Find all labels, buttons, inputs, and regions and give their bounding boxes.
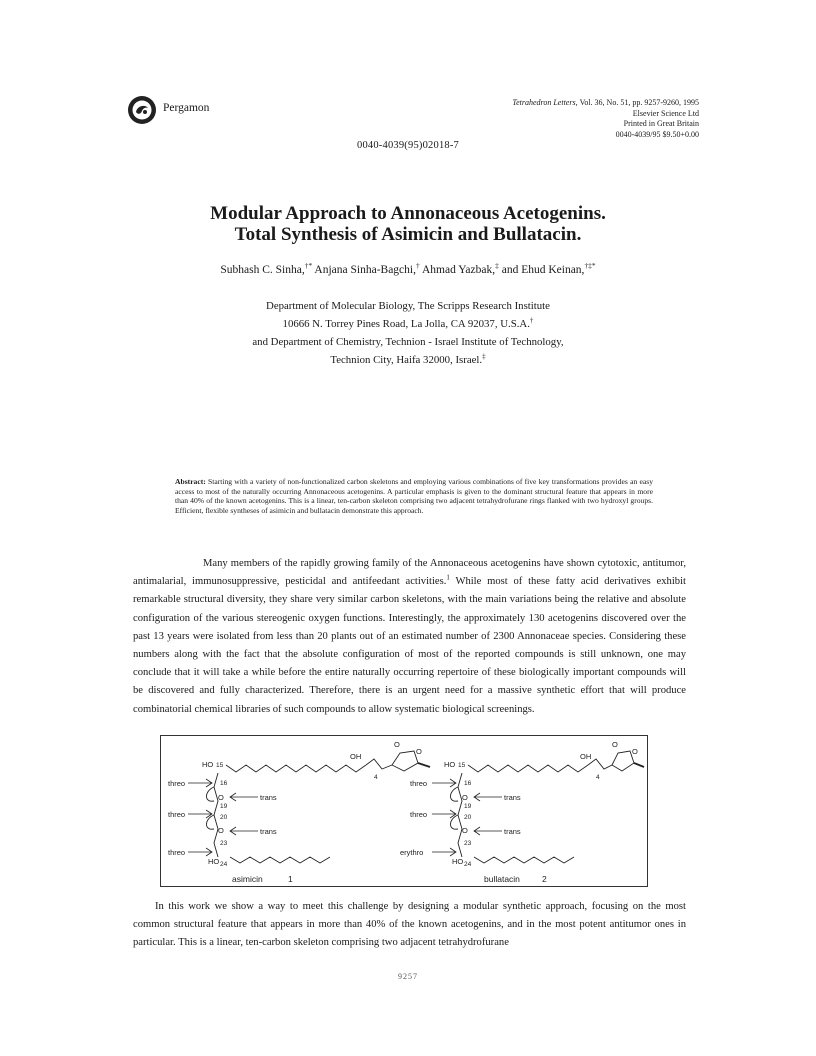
bullatacin-lactone-o: O [612, 740, 618, 749]
author-3-mark: ‡ [495, 261, 499, 271]
affiliation-line-1: Department of Molecular Biology, The Scripps Research Institute [266, 300, 550, 312]
body-paragraph-2 [133, 898, 686, 953]
affiliations [0, 297, 816, 369]
asimicin-o2: O [218, 826, 224, 835]
asimicin-name: asimicin [232, 874, 263, 884]
reference-1: 1 [446, 574, 450, 582]
bullatacin-structure [400, 740, 644, 884]
bullatacin-label-bot: erythro [400, 848, 424, 857]
author-4-mark: †‡* [584, 261, 596, 271]
bullatacin-ho24: HO [452, 857, 464, 866]
author-1: Subhash C. Sinha, [220, 264, 305, 276]
asimicin-ho15: HO [202, 760, 214, 769]
article-title [0, 203, 816, 245]
bullatacin-label-top: threo [410, 779, 428, 788]
asimicin-label-mid: threo [168, 810, 186, 819]
publisher-name: Pergamon [163, 102, 210, 114]
asimicin-c24: 24 [220, 861, 228, 868]
affiliation-address-1: 10666 N. Torrey Pines Road, La Jolla, CA 92037, U.S.A. [282, 318, 530, 330]
bullatacin-trans-arrow-2 [474, 827, 502, 835]
bullatacin-arrow-bot [432, 848, 456, 856]
asimicin-label-top: threo [168, 779, 186, 788]
paragraph-2-text: In this work we show a way to meet this challenge by designing a modular synthetic approach, focusing on the most common structural feature that appears in more than 40% of the known acetogenins, and in the most potent antitumor ones in particular. This is a linear, ten-carbon skeleton comprising two adjacent tetrahydrofurane [133, 901, 686, 949]
paragraph-1-rest: While most of these fatty acid derivatives exhibit remarkable structural diversity, they share very similar carbon skeletons, with the main variations being the relative and absolute configuration of the various stereogenic oxygen functions. Interestingly, the approximately 130 acetogenins discovered over the past 13 years were isolated from less than 20 plants out of an estimated number of 2300 Annonaceae species. Considering these numbers along with the fact that the absolute configuration of most of the reported compounds is still unknown, one may conclude that it will take a while before the entire naturally occurring repertoire of these biologically important compounds will be discovered and fully characterized. Therefore, there is an urgent need for a massive synthetic effort that will produce combinatorial chemical libraries of such compounds to allow systematic biological screenings. [133, 576, 686, 715]
bullatacin-trans-arrow-1 [474, 793, 502, 801]
bullatacin-oh: OH [580, 752, 592, 761]
bullatacin-c23: 23 [464, 840, 472, 847]
author-2-mark: † [415, 261, 420, 271]
asimicin-trans-arrow-1 [230, 793, 258, 801]
asimicin-structure [168, 740, 430, 884]
asimicin-thf-spine [214, 773, 218, 857]
bullatacin-arrow-mid [432, 810, 456, 818]
bullatacin-ho15: HO [444, 760, 456, 769]
copyright: Elsevier Science Ltd [632, 108, 699, 118]
bullatacin-c20: 20 [464, 814, 472, 821]
asimicin-ring-o: O [416, 747, 422, 756]
structure-figure [160, 735, 648, 887]
bullatacin-name: bullatacin [484, 874, 520, 884]
asimicin-c4-link [366, 759, 392, 769]
bullatacin-o2: O [462, 826, 468, 835]
author-4: and Ehud Keinan, [498, 264, 585, 276]
asimicin-thf-ring-1 [207, 787, 215, 801]
asimicin-c23: 23 [220, 840, 228, 847]
printed-in: Printed in Great Britain [623, 119, 699, 128]
asimicin-arrow-mid [188, 810, 212, 818]
asimicin-number: 1 [288, 874, 293, 884]
title-line-1: Modular Approach to Annonaceous Acetogenins. [210, 203, 606, 224]
asimicin-lower-chain [230, 857, 330, 863]
asimicin-trans-arrow-2 [230, 827, 258, 835]
asimicin-c4: 4 [374, 774, 378, 781]
bullatacin-c4-link [588, 759, 612, 769]
asimicin-arrow-top [188, 779, 212, 787]
journal-name: Tetrahedron Letters, [512, 98, 578, 107]
figure-border [161, 736, 648, 887]
asimicin-lactone-ring [392, 751, 418, 771]
asimicin-arrow-bot [188, 848, 212, 856]
bullatacin-thf-spine [458, 773, 462, 857]
doi: 0040-4039(95)02018-7 [357, 140, 459, 151]
paragraph-1-text: Many members of the rapidly growing family of the Annonaceous acetogenins have shown cytotoxic, antitumor, antimalarial, immunosuppressive, pesticidal and antifeedant activities. [133, 558, 686, 588]
affiliation-line-3: and Department of Chemistry, Technion - Israel Institute of Technology, [252, 336, 564, 348]
asimicin-trans-1: trans [260, 793, 277, 802]
bullatacin-upper-chain [468, 765, 588, 772]
asimicin-oh: OH [350, 752, 362, 761]
author-1-mark: †* [304, 261, 313, 271]
abstract [175, 477, 653, 515]
page-number: 9257 [398, 972, 418, 981]
bullatacin-trans-1: trans [504, 793, 521, 802]
asimicin-c20: 20 [220, 814, 228, 821]
bullatacin-arrow-top [432, 779, 456, 787]
bullatacin-c19: 19 [464, 803, 472, 810]
asimicin-o1: O [218, 793, 224, 802]
bullatacin-ring-o: O [632, 747, 638, 756]
bullatacin-thf-ring-1 [451, 787, 459, 801]
affiliation-mark-2: ‡ [482, 352, 486, 361]
bullatacin-label-mid: threo [410, 810, 428, 819]
issn-price: 0040-4039/95 $9.50+0.00 [615, 129, 699, 139]
bullatacin-number: 2 [542, 874, 547, 884]
bullatacin-o1: O [462, 793, 468, 802]
affiliation-line-4 [0, 351, 816, 369]
abstract-text: Starting with a variety of non-functionalized carbon skeletons and employing various combinations of five key transformations provides an easy access to most of the naturally occurring Annonaceous acetogenins. A particular emphasis is given to the dominant structural feature that appears in more than 40% of the known acetogenins. This is a linear, ten-carbon skeleton comprising two adjacent tetrahydrofurane rings flanked with two hydroxyl groups. Efficient, flexible syntheses of asimicin and bullatacin demonstrate this approach. [175, 477, 653, 515]
abstract-label: Abstract: [175, 477, 206, 486]
bullatacin-c24: 24 [464, 861, 472, 868]
body-paragraph-1 [133, 555, 686, 719]
bullatacin-c4: 4 [596, 774, 600, 781]
asimicin-upper-chain [226, 765, 366, 772]
affiliation-address-2: Technion City, Haifa 32000, Israel. [330, 354, 483, 366]
bullatacin-lactone-ring [612, 751, 634, 771]
author-2: Anjana Sinha-Bagchi, [312, 264, 416, 276]
pergamon-logo [127, 95, 157, 125]
title-line-2: Total Synthesis of Asimicin and Bullatacin. [234, 224, 582, 245]
asimicin-lactone-o: O [394, 740, 400, 749]
affiliation-line-2 [0, 315, 816, 333]
asimicin-trans-2: trans [260, 827, 277, 836]
bullatacin-lower-chain [474, 857, 574, 863]
author-list [0, 261, 816, 276]
affiliation-mark-1: † [529, 316, 534, 325]
volume-pages: Vol. 36, No. 51, pp. 9257-9260, 1995 [579, 98, 699, 107]
journal-info [512, 98, 699, 140]
journal-citation [512, 98, 699, 109]
bullatacin-methyl [634, 763, 644, 767]
bullatacin-trans-2: trans [504, 827, 521, 836]
bullatacin-c15: 15 [458, 762, 466, 769]
bullatacin-c16: 16 [464, 780, 472, 787]
asimicin-c15: 15 [216, 762, 224, 769]
asimicin-c19: 19 [220, 803, 228, 810]
asimicin-methyl [418, 763, 430, 767]
asimicin-c16: 16 [220, 780, 228, 787]
author-3: Ahmad Yazbak, [419, 264, 496, 276]
asimicin-ho24: HO [208, 857, 220, 866]
asimicin-label-bot: threo [168, 848, 186, 857]
